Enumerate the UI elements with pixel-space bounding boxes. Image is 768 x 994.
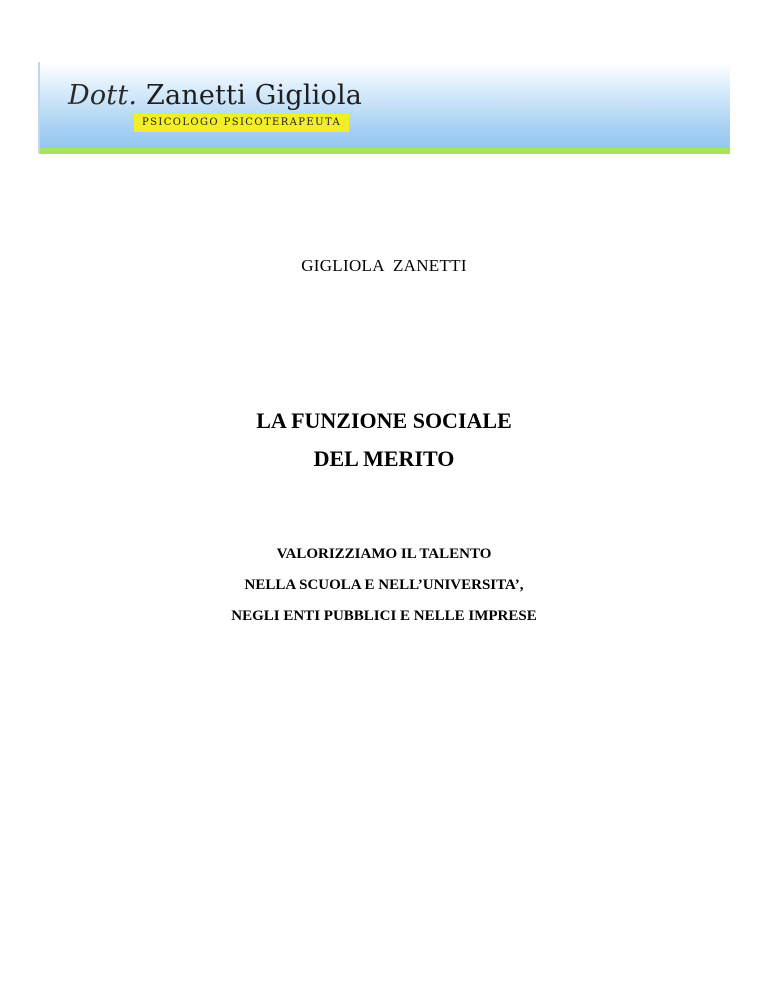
logo-name-prefix: Dott. — [68, 80, 138, 111]
document-subtitle — [0, 539, 768, 632]
title-line-1: LA FUNZIONE SOCIALE — [256, 408, 512, 433]
logo-name — [68, 80, 362, 111]
title-line-2: DEL MERITO — [313, 446, 455, 471]
subtitle-line-3: NEGLI ENTI PUBBLICI E NELLE IMPRESE — [231, 608, 537, 624]
header-banner — [38, 62, 730, 154]
subtitle-line-1: VALORIZZIAMO IL TALENTO — [276, 546, 492, 562]
banner-stripe — [40, 148, 730, 154]
document-title — [0, 402, 768, 478]
subtitle-line-2: NELLA SCUOLA E NELL’UNIVERSITA’, — [244, 577, 524, 593]
logo-name-text: Zanetti Gigliola — [145, 80, 363, 111]
author-name: GIGLIOLA ZANETTI — [301, 256, 467, 275]
logo-profession: PSICOLOGO PSICOTERAPEUTA — [134, 114, 349, 132]
